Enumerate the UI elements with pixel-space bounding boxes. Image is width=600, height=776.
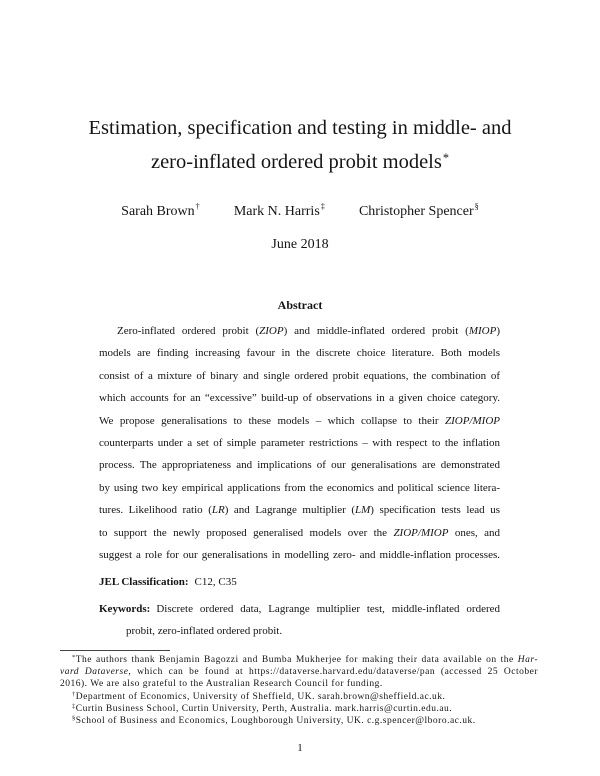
page-number: 1 (297, 742, 303, 754)
author-1-footnote-mark: † (195, 202, 200, 212)
paper-title (0, 111, 600, 179)
author-1-name: Sarah Brown (121, 204, 195, 219)
footnote-2-text: Department of Economics, University of Sheffield, UK. sarah.brown@sheffield.ac.uk. (75, 691, 446, 702)
footnote-4-text: School of Business and Economics, Loughborough University, UK. c.g.spencer@lboro.ac.uk. (75, 716, 476, 727)
abstract-line-4 (99, 387, 500, 409)
footnote-3 (60, 703, 538, 715)
footnote-1-line-3-text: 2016). We are also grateful to the Australian Research Council for funding. (60, 679, 383, 690)
footnote-1-line-1-italic: Har- (517, 655, 538, 665)
author-list (0, 202, 600, 222)
title-line-2-text: zero-inflated ordered probit models (150, 151, 442, 173)
abstract-line-10 (99, 522, 500, 544)
footnote-1-line-1-text: The authors thank Benjamin Bagozzi and Bumba Mukherjee for making their data available on the (75, 655, 518, 665)
title-line-2 (0, 145, 600, 179)
publication-date: June 2018 (271, 237, 329, 252)
author-3-footnote-mark: § (474, 202, 479, 212)
abstract-line-9 (99, 499, 500, 521)
abstract-line-5-text: We propose generalisations to these models – which collapse to their (99, 414, 445, 427)
jel-classification (99, 571, 500, 593)
author-3 (359, 202, 479, 222)
title-line-1: Estimation, specification and testing in middle- and (88, 117, 512, 139)
abstract-line-9-text-c: ) specification tests lead us (370, 504, 500, 517)
footnote-1-line-2-text: , which can be found at https://dataverse.harvard.edu/dataverse/pan (accessed 25 October (128, 667, 538, 678)
abstract-line-3 (99, 365, 500, 387)
author-2-footnote-mark: ‡ (320, 202, 325, 212)
abstract-line-6-text: counterparts under a set of simple parameter restrictions – with respect to the inflation (99, 437, 500, 450)
abstract-line-1-text-b: ) and middle-inflated ordered probit ( (283, 325, 469, 337)
footnotes (60, 654, 538, 727)
abstract-line-8 (99, 477, 500, 499)
jel-label: JEL Classification: (99, 576, 189, 588)
footnote-rule (60, 650, 170, 651)
abstract-line-7-text: process. The appropriateness and implications of our generalisations are demonstrated (99, 459, 500, 472)
abstract-term-ziop-miop: ZIOP/MIOP (445, 414, 500, 427)
abstract-line-4-text: which accounts for an “excessive” build-up of observations in a given choice category. (99, 392, 500, 405)
abstract-line-11 (99, 544, 500, 566)
abstract-line-1 (99, 320, 500, 342)
footnote-1-line-2-italic: vard Dataverse (60, 667, 129, 678)
abstract-line-10-text-b: ones, and (448, 526, 500, 539)
footnote-4 (60, 715, 538, 727)
abstract-line-11-text: suggest a role for our generalisations in modelling zero- and middle-inflation processes. (99, 549, 500, 562)
footnote-4-mark: § (72, 715, 76, 723)
abstract-line-9-text-a: tures. Likelihood ratio ( (99, 504, 212, 517)
footnote-2-mark: † (72, 690, 76, 698)
abstract-term-lm: LM (355, 504, 371, 517)
keywords-line-2: probit, zero-inflated ordered probit. (126, 625, 283, 638)
keywords-label: Keywords: (99, 603, 151, 615)
abstract-body (99, 320, 500, 566)
author-1 (121, 202, 200, 222)
abstract-term-miop: MIOP (468, 325, 497, 337)
footnote-3-mark: ‡ (72, 702, 76, 710)
keywords-line-1 (99, 598, 500, 620)
footnote-1-line-2 (60, 666, 538, 678)
footnote-1-line-3 (60, 678, 538, 690)
author-3-name: Christopher Spencer (358, 204, 474, 219)
keywords (99, 598, 500, 643)
abstract-term-ziop-miop-2: ZIOP/MIOP (393, 526, 449, 539)
footnote-1-mark: * (72, 654, 76, 661)
abstract-term-lr: LR (211, 504, 225, 517)
author-2-name: Mark N. Harris (233, 204, 320, 219)
abstract-line-2-text: models are finding increasing favour in the discrete choice literature. Both models (99, 347, 500, 360)
footnote-2 (60, 691, 538, 703)
abstract-line-1-text-a: Zero-inflated ordered probit ( (117, 325, 260, 337)
keywords-line-1-text: Discrete ordered data, Lagrange multiplier test, middle-inflated ordered (156, 603, 500, 615)
abstract-line-7 (99, 454, 500, 476)
abstract-line-2 (99, 342, 500, 364)
abstract-line-5 (99, 410, 500, 432)
abstract-term-ziop: ZIOP (259, 325, 284, 337)
footnote-3-text: Curtin Business School, Curtin University, Perth, Australia. mark.harris@curtin.edu.au. (75, 703, 453, 714)
author-2 (234, 202, 325, 222)
abstract-line-9-text-b: ) and Lagrange multiplier ( (224, 504, 355, 517)
footnote-1-line-1 (60, 654, 538, 666)
jel-codes: C12, C35 (194, 576, 237, 588)
abstract-line-10-text-a: to support the newly proposed generalised models over the (99, 526, 394, 539)
abstract-line-3-text: consist of a mixture of binary and single ordered probit equations, the combination of (99, 369, 500, 382)
abstract-line-8-text: by using two key empirical applications from the economics and political science litera- (99, 481, 500, 494)
abstract-heading: Abstract (277, 298, 323, 312)
abstract-line-6 (99, 432, 500, 454)
abstract-line-1-text-c: ) (496, 325, 500, 337)
title-footnote-mark: * (442, 151, 450, 166)
